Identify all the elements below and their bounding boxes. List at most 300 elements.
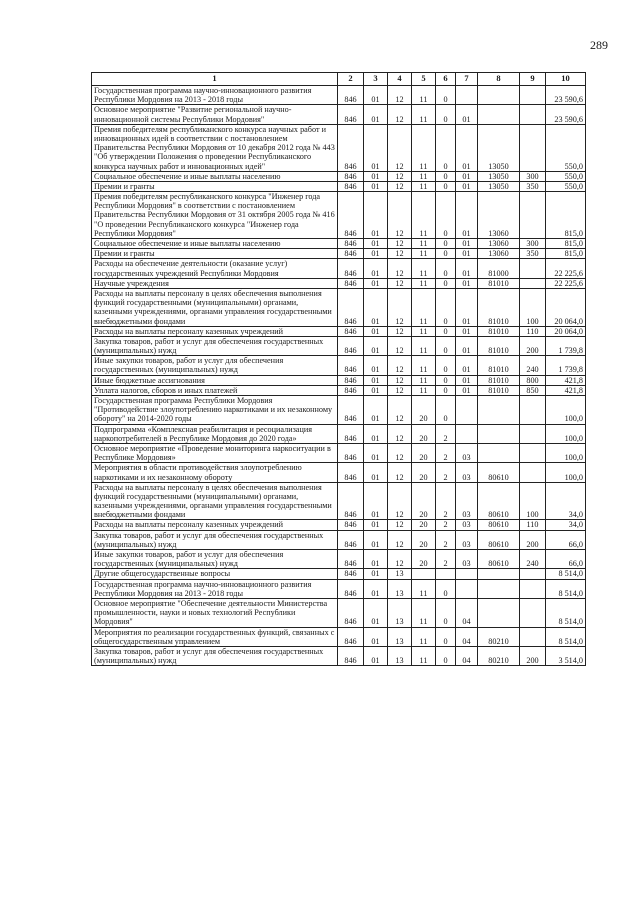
program-code-cell: 11 [412, 336, 436, 355]
subsection-code-cell: 12 [388, 530, 412, 549]
row-name-cell: Государственная программа научно-инновационного развития Республики Мордовия на 2013 - 2018 годы [92, 86, 338, 105]
ministry-code-cell: 846 [338, 396, 364, 425]
table-row [92, 396, 586, 425]
program-code-cell: 20 [412, 530, 436, 549]
program-code-cell: 11 [412, 627, 436, 646]
expense-type-code-cell [520, 443, 546, 462]
section-code-cell: 01 [364, 336, 388, 355]
table-row [92, 375, 586, 385]
row-name-cell: Уплата налогов, сборов и иных платежей [92, 385, 338, 395]
program-code-cell: 11 [412, 375, 436, 385]
ministry-code-cell: 846 [338, 627, 364, 646]
section-code-cell: 01 [364, 424, 388, 443]
expense-type-code-cell: 100 [520, 288, 546, 326]
amount-cell: 8 514,0 [546, 598, 586, 627]
expense-type-code-cell [520, 105, 546, 124]
ministry-code-cell: 846 [338, 336, 364, 355]
section-code-cell: 01 [364, 385, 388, 395]
subsection-code-cell: 12 [388, 385, 412, 395]
subsection-code-cell: 12 [388, 239, 412, 249]
row-name-cell: Расходы на выплаты персоналу в целях обеспечения выполнения функций государственными (муниципальными) органами, казенными учреждениями, органами управления государственными внебюджетными фондами [92, 288, 338, 326]
subprogram-code-cell: 0 [436, 278, 456, 288]
column-header: 7 [456, 73, 478, 86]
amount-cell: 66,0 [546, 530, 586, 549]
direction-code-cell [478, 569, 520, 579]
expense-type-code-cell: 300 [520, 239, 546, 249]
subsection-code-cell: 12 [388, 278, 412, 288]
expense-type-code-cell [520, 598, 546, 627]
ministry-code-cell: 846 [338, 86, 364, 105]
ministry-code-cell: 846 [338, 171, 364, 181]
amount-cell: 34,0 [546, 520, 586, 530]
row-name-cell: Расходы на выплаты персоналу казенных учреждений [92, 520, 338, 530]
section-code-cell: 01 [364, 579, 388, 598]
program-code-cell [412, 569, 436, 579]
row-name-cell: Иные закупки товаров, работ и услуг для обеспечения государственных (муниципальных) нужд [92, 550, 338, 569]
header-row [92, 73, 586, 86]
amount-cell: 8 514,0 [546, 627, 586, 646]
subsection-code-cell: 13 [388, 569, 412, 579]
program-code-cell: 20 [412, 550, 436, 569]
subsection-code-cell: 12 [388, 520, 412, 530]
direction-code-cell: 80610 [478, 463, 520, 482]
amount-cell: 100,0 [546, 396, 586, 425]
subprogram-code-cell: 0 [436, 356, 456, 375]
direction-code-cell [478, 105, 520, 124]
section-code-cell: 01 [364, 646, 388, 665]
subsection-code-cell: 12 [388, 124, 412, 171]
program-code-cell: 11 [412, 579, 436, 598]
program-code-cell: 11 [412, 124, 436, 171]
amount-cell: 550,0 [546, 181, 586, 191]
subprogram-code-cell: 0 [436, 124, 456, 171]
section-code-cell: 01 [364, 443, 388, 462]
expense-type-code-cell [520, 278, 546, 288]
column-header: 1 [92, 73, 338, 86]
table-body [92, 86, 586, 666]
subprogram-code-cell: 0 [436, 171, 456, 181]
ministry-code-cell: 846 [338, 579, 364, 598]
direction-code-cell: 13050 [478, 171, 520, 181]
section-code-cell: 01 [364, 326, 388, 336]
amount-cell: 20 064,0 [546, 326, 586, 336]
row-name-cell: Государственная программа Республики Мордовия "Противодействие злоупотреблению наркотиками и их незаконному обороту" на 2014-2020 годы [92, 396, 338, 425]
row-name-cell: Расходы на обеспечение деятельности (оказание услуг) государственных учреждений Республики Мордовия [92, 259, 338, 278]
activity-code-cell: 01 [456, 259, 478, 278]
expense-type-code-cell: 200 [520, 530, 546, 549]
program-code-cell: 11 [412, 278, 436, 288]
activity-code-cell [456, 396, 478, 425]
program-code-cell: 11 [412, 249, 436, 259]
table-row [92, 598, 586, 627]
column-header: 5 [412, 73, 436, 86]
section-code-cell: 01 [364, 530, 388, 549]
row-name-cell: Премии и гранты [92, 181, 338, 191]
activity-code-cell: 01 [456, 375, 478, 385]
row-name-cell: Основное мероприятие "Обеспечение деятельности Министерства промышленности, науки и новых технологий Республики Мордовия" [92, 598, 338, 627]
ministry-code-cell: 846 [338, 443, 364, 462]
section-code-cell: 01 [364, 627, 388, 646]
direction-code-cell: 13060 [478, 239, 520, 249]
expense-type-code-cell [520, 579, 546, 598]
subprogram-code-cell: 2 [436, 550, 456, 569]
column-header: 2 [338, 73, 364, 86]
amount-cell: 100,0 [546, 463, 586, 482]
row-name-cell: Мероприятия по реализации государственных функций, связанных с общегосударственным управлением [92, 627, 338, 646]
section-code-cell: 01 [364, 86, 388, 105]
direction-code-cell: 80610 [478, 530, 520, 549]
table-row [92, 326, 586, 336]
table-row [92, 569, 586, 579]
section-code-cell: 01 [364, 278, 388, 288]
table-row [92, 627, 586, 646]
column-header: 8 [478, 73, 520, 86]
direction-code-cell: 81010 [478, 375, 520, 385]
section-code-cell: 01 [364, 463, 388, 482]
expense-type-code-cell [520, 569, 546, 579]
activity-code-cell [456, 579, 478, 598]
ministry-code-cell: 846 [338, 385, 364, 395]
amount-cell: 550,0 [546, 124, 586, 171]
ministry-code-cell: 846 [338, 278, 364, 288]
row-name-cell: Другие общегосударственные вопросы [92, 569, 338, 579]
expense-type-code-cell: 300 [520, 171, 546, 181]
direction-code-cell [478, 579, 520, 598]
table-row [92, 443, 586, 462]
table-row [92, 356, 586, 375]
table-row [92, 278, 586, 288]
activity-code-cell: 01 [456, 385, 478, 395]
row-name-cell: Государственная программа научно-инновационного развития Республики Мордовия на 2013 - 2018 годы [92, 579, 338, 598]
section-code-cell: 01 [364, 249, 388, 259]
section-code-cell: 01 [364, 356, 388, 375]
subprogram-code-cell: 0 [436, 579, 456, 598]
subsection-code-cell: 12 [388, 482, 412, 520]
activity-code-cell: 01 [456, 278, 478, 288]
table-row [92, 336, 586, 355]
row-name-cell: Премии и гранты [92, 249, 338, 259]
amount-cell: 34,0 [546, 482, 586, 520]
expense-type-code-cell [520, 192, 546, 239]
section-code-cell: 01 [364, 520, 388, 530]
direction-code-cell: 81010 [478, 385, 520, 395]
section-code-cell: 01 [364, 288, 388, 326]
amount-cell: 22 225,6 [546, 259, 586, 278]
subsection-code-cell: 12 [388, 192, 412, 239]
section-code-cell: 01 [364, 124, 388, 171]
table-row [92, 259, 586, 278]
subprogram-code-cell: 0 [436, 375, 456, 385]
expense-type-code-cell [520, 627, 546, 646]
activity-code-cell: 04 [456, 627, 478, 646]
ministry-code-cell: 846 [338, 124, 364, 171]
table-row [92, 105, 586, 124]
program-code-cell: 11 [412, 239, 436, 249]
ministry-code-cell: 846 [338, 424, 364, 443]
ministry-code-cell: 846 [338, 375, 364, 385]
subprogram-code-cell: 0 [436, 249, 456, 259]
amount-cell: 23 590,6 [546, 86, 586, 105]
column-header: 6 [436, 73, 456, 86]
expense-type-code-cell: 200 [520, 646, 546, 665]
activity-code-cell: 01 [456, 239, 478, 249]
subsection-code-cell: 12 [388, 171, 412, 181]
program-code-cell: 20 [412, 396, 436, 425]
table-row [92, 463, 586, 482]
table-row [92, 530, 586, 549]
program-code-cell: 11 [412, 356, 436, 375]
activity-code-cell: 01 [456, 336, 478, 355]
amount-cell: 100,0 [546, 443, 586, 462]
activity-code-cell: 04 [456, 646, 478, 665]
expense-type-code-cell: 240 [520, 550, 546, 569]
subprogram-code-cell: 2 [436, 530, 456, 549]
program-code-cell: 11 [412, 192, 436, 239]
subsection-code-cell: 12 [388, 375, 412, 385]
subsection-code-cell: 13 [388, 579, 412, 598]
direction-code-cell [478, 598, 520, 627]
row-name-cell: Основное мероприятие «Проведение мониторинга наркоситуации в Республике Мордовия» [92, 443, 338, 462]
program-code-cell: 11 [412, 171, 436, 181]
direction-code-cell: 80210 [478, 646, 520, 665]
activity-code-cell: 01 [456, 192, 478, 239]
expense-type-code-cell [520, 396, 546, 425]
ministry-code-cell: 846 [338, 192, 364, 239]
ministry-code-cell: 846 [338, 530, 364, 549]
section-code-cell: 01 [364, 171, 388, 181]
column-header: 3 [364, 73, 388, 86]
expense-type-code-cell: 110 [520, 520, 546, 530]
table-row [92, 192, 586, 239]
column-header: 4 [388, 73, 412, 86]
expense-type-code-cell: 800 [520, 375, 546, 385]
activity-code-cell: 01 [456, 356, 478, 375]
subprogram-code-cell: 0 [436, 239, 456, 249]
amount-cell: 815,0 [546, 249, 586, 259]
amount-cell: 550,0 [546, 171, 586, 181]
program-code-cell: 11 [412, 598, 436, 627]
program-code-cell: 11 [412, 288, 436, 326]
program-code-cell: 20 [412, 463, 436, 482]
subsection-code-cell: 12 [388, 181, 412, 191]
expense-type-code-cell [520, 86, 546, 105]
row-name-cell: Иные закупки товаров, работ и услуг для обеспечения государственных (муниципальных) нужд [92, 356, 338, 375]
section-code-cell: 01 [364, 259, 388, 278]
ministry-code-cell: 846 [338, 463, 364, 482]
row-name-cell: Социальное обеспечение и иные выплаты населению [92, 171, 338, 181]
row-name-cell: Социальное обеспечение и иные выплаты населению [92, 239, 338, 249]
row-name-cell: Премия победителям республиканского конкурса "Инженер года Республики Мордовия" в соответствии с постановлением Правительства Республики Мордовия от 31 октября 2005 года № 416 "О проведении Республиканского конкурса "Инженер года Республики Мордовия" [92, 192, 338, 239]
activity-code-cell: 01 [456, 249, 478, 259]
program-code-cell: 20 [412, 424, 436, 443]
subprogram-code-cell: 0 [436, 288, 456, 326]
row-name-cell: Иные бюджетные ассигнования [92, 375, 338, 385]
subprogram-code-cell: 0 [436, 646, 456, 665]
amount-cell: 421,8 [546, 375, 586, 385]
subsection-code-cell: 12 [388, 336, 412, 355]
subprogram-code-cell: 2 [436, 482, 456, 520]
table-row [92, 550, 586, 569]
program-code-cell: 11 [412, 86, 436, 105]
activity-code-cell: 03 [456, 482, 478, 520]
amount-cell: 1 739,8 [546, 336, 586, 355]
activity-code-cell: 03 [456, 550, 478, 569]
subprogram-code-cell [436, 569, 456, 579]
section-code-cell: 01 [364, 105, 388, 124]
direction-code-cell [478, 424, 520, 443]
direction-code-cell: 81010 [478, 278, 520, 288]
section-code-cell: 01 [364, 181, 388, 191]
ministry-code-cell: 846 [338, 598, 364, 627]
activity-code-cell: 01 [456, 124, 478, 171]
activity-code-cell: 01 [456, 105, 478, 124]
expense-type-code-cell [520, 424, 546, 443]
activity-code-cell: 03 [456, 443, 478, 462]
table-row [92, 579, 586, 598]
budget-table [91, 72, 586, 666]
direction-code-cell: 80610 [478, 482, 520, 520]
subprogram-code-cell: 0 [436, 385, 456, 395]
row-name-cell: Закупка товаров, работ и услуг для обеспечения государственных (муниципальных) нужд [92, 530, 338, 549]
column-header: 9 [520, 73, 546, 86]
row-name-cell: Расходы на выплаты персоналу казенных учреждений [92, 326, 338, 336]
ministry-code-cell: 846 [338, 326, 364, 336]
activity-code-cell: 03 [456, 463, 478, 482]
table-row [92, 181, 586, 191]
subprogram-code-cell: 0 [436, 105, 456, 124]
amount-cell: 8 514,0 [546, 579, 586, 598]
column-header: 10 [546, 73, 586, 86]
table-row [92, 249, 586, 259]
direction-code-cell: 80610 [478, 550, 520, 569]
activity-code-cell: 04 [456, 598, 478, 627]
direction-code-cell: 13050 [478, 181, 520, 191]
direction-code-cell: 81010 [478, 356, 520, 375]
direction-code-cell: 13050 [478, 124, 520, 171]
ministry-code-cell: 846 [338, 259, 364, 278]
direction-code-cell: 80210 [478, 627, 520, 646]
ministry-code-cell: 846 [338, 356, 364, 375]
expense-type-code-cell: 240 [520, 356, 546, 375]
direction-code-cell [478, 443, 520, 462]
activity-code-cell [456, 569, 478, 579]
expense-type-code-cell: 100 [520, 482, 546, 520]
program-code-cell: 11 [412, 385, 436, 395]
row-name-cell: Основное мероприятие "Развитие региональной научно-инновационной системы Республики Мордовия" [92, 105, 338, 124]
ministry-code-cell: 846 [338, 288, 364, 326]
section-code-cell: 01 [364, 482, 388, 520]
table-row [92, 520, 586, 530]
section-code-cell: 01 [364, 239, 388, 249]
row-name-cell: Расходы на выплаты персоналу в целях обеспечения выполнения функций государственными (муниципальными) органами, казенными учреждениями, органами управления государственными внебюджетными фондами [92, 482, 338, 520]
ministry-code-cell: 846 [338, 569, 364, 579]
section-code-cell: 01 [364, 598, 388, 627]
section-code-cell: 01 [364, 569, 388, 579]
subsection-code-cell: 12 [388, 86, 412, 105]
direction-code-cell: 80610 [478, 520, 520, 530]
section-code-cell: 01 [364, 396, 388, 425]
expense-type-code-cell: 110 [520, 326, 546, 336]
activity-code-cell: 03 [456, 520, 478, 530]
subsection-code-cell: 12 [388, 463, 412, 482]
activity-code-cell [456, 86, 478, 105]
subsection-code-cell: 12 [388, 259, 412, 278]
expense-type-code-cell: 850 [520, 385, 546, 395]
expense-type-code-cell: 200 [520, 336, 546, 355]
direction-code-cell: 13060 [478, 249, 520, 259]
subsection-code-cell: 13 [388, 598, 412, 627]
direction-code-cell: 81010 [478, 326, 520, 336]
activity-code-cell [456, 424, 478, 443]
subsection-code-cell: 12 [388, 443, 412, 462]
amount-cell: 100,0 [546, 424, 586, 443]
ministry-code-cell: 846 [338, 550, 364, 569]
program-code-cell: 20 [412, 482, 436, 520]
row-name-cell: Научные учреждения [92, 278, 338, 288]
table-row [92, 124, 586, 171]
subprogram-code-cell: 0 [436, 259, 456, 278]
row-name-cell: Подпрограмма «Комплексная реабилитация и ресоциализация наркопотребителей в Республике Мордовия до 2020 года» [92, 424, 338, 443]
table-row [92, 86, 586, 105]
subsection-code-cell: 12 [388, 249, 412, 259]
amount-cell: 20 064,0 [546, 288, 586, 326]
expense-type-code-cell: 350 [520, 249, 546, 259]
subsection-code-cell: 12 [388, 424, 412, 443]
row-name-cell: Закупка товаров, работ и услуг для обеспечения государственных (муниципальных) нужд [92, 336, 338, 355]
subsection-code-cell: 13 [388, 627, 412, 646]
subprogram-code-cell: 0 [436, 627, 456, 646]
subprogram-code-cell: 0 [436, 181, 456, 191]
row-name-cell: Премия победителям республиканского конкурса научных работ и инновационных идей в соответствии с постановлением Правительства Республики Мордовия от 10 декабря 2012 года № 443 "Об утверждении Положения о проведении Республиканского конкурса научных работ и инновационных идей" [92, 124, 338, 171]
row-name-cell: Закупка товаров, работ и услуг для обеспечения государственных (муниципальных) нужд [92, 646, 338, 665]
subsection-code-cell: 12 [388, 105, 412, 124]
program-code-cell: 11 [412, 646, 436, 665]
program-code-cell: 11 [412, 105, 436, 124]
activity-code-cell: 01 [456, 326, 478, 336]
activity-code-cell: 03 [456, 530, 478, 549]
section-code-cell: 01 [364, 192, 388, 239]
direction-code-cell: 81000 [478, 259, 520, 278]
activity-code-cell: 01 [456, 288, 478, 326]
ministry-code-cell: 846 [338, 105, 364, 124]
subsection-code-cell: 13 [388, 646, 412, 665]
subprogram-code-cell: 0 [436, 192, 456, 239]
subsection-code-cell: 12 [388, 326, 412, 336]
program-code-cell: 11 [412, 181, 436, 191]
expense-type-code-cell [520, 124, 546, 171]
ministry-code-cell: 846 [338, 520, 364, 530]
subprogram-code-cell: 2 [436, 424, 456, 443]
expense-type-code-cell: 350 [520, 181, 546, 191]
table-row [92, 482, 586, 520]
direction-code-cell [478, 86, 520, 105]
table-row [92, 171, 586, 181]
subsection-code-cell: 12 [388, 288, 412, 326]
program-code-cell: 11 [412, 259, 436, 278]
table-row [92, 288, 586, 326]
ministry-code-cell: 846 [338, 239, 364, 249]
amount-cell: 815,0 [546, 192, 586, 239]
amount-cell: 815,0 [546, 239, 586, 249]
subprogram-code-cell: 0 [436, 326, 456, 336]
subprogram-code-cell: 2 [436, 463, 456, 482]
ministry-code-cell: 846 [338, 482, 364, 520]
program-code-cell: 11 [412, 326, 436, 336]
subsection-code-cell: 12 [388, 550, 412, 569]
subprogram-code-cell: 2 [436, 520, 456, 530]
subprogram-code-cell: 0 [436, 336, 456, 355]
ministry-code-cell: 846 [338, 249, 364, 259]
